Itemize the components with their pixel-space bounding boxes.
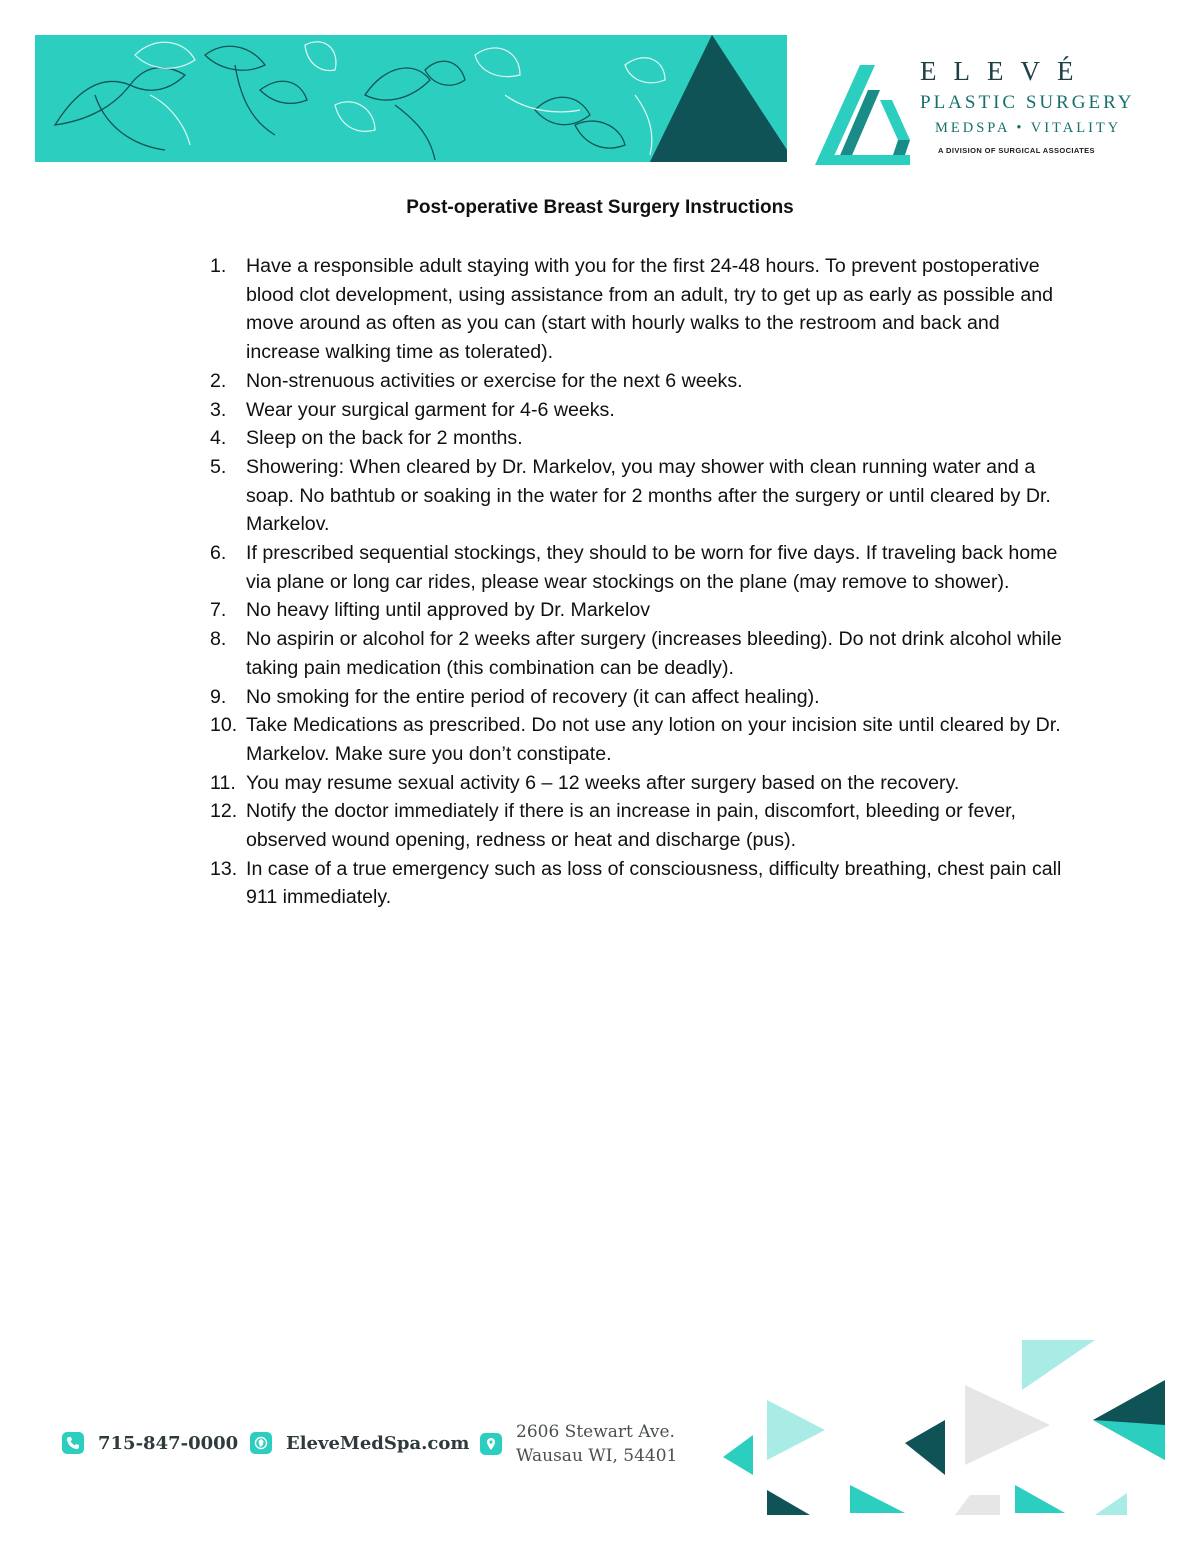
instruction-item bbox=[200, 625, 1070, 682]
instruction-number: 2. bbox=[210, 369, 227, 392]
instruction-text: Sleep on the back for 2 months. bbox=[246, 427, 523, 450]
document-title: Post-operative Breast Surgery Instructions bbox=[406, 197, 794, 218]
decorative-triangles bbox=[715, 1335, 1175, 1520]
instruction-number: 11. bbox=[210, 771, 236, 794]
instruction-text: Notify the doctor immediately if there is an increase in pain, discomfort, bleeding or fever, observed wound opening, redness or heat and discharge (pus). bbox=[246, 800, 1016, 852]
instruction-text: Take Medications as prescribed. Do not use any lotion on your incision site until cleared by Dr. Markelov. Make sure you don’t constipate. bbox=[246, 714, 1061, 765]
instruction-number: 1. bbox=[210, 255, 227, 277]
instruction-item bbox=[200, 855, 1070, 912]
instruction-number: 13. bbox=[210, 857, 238, 880]
instruction-text: Showering: When cleared by Dr. Markelov, you may shower with clean running water and a soap. No bathtub or soaking in the water for 2 months after the surgery or until cleared by Dr. Markelov. bbox=[246, 455, 1051, 536]
instruction-text: Wear your surgical garment for 4-6 weeks. bbox=[246, 398, 615, 421]
footer-website[interactable] bbox=[250, 1432, 469, 1454]
location-pin-icon bbox=[480, 1433, 502, 1455]
instruction-item bbox=[200, 453, 1070, 539]
website-url: EleveMedSpa.com bbox=[286, 1432, 470, 1454]
instruction-number: 9. bbox=[210, 685, 227, 708]
brand-line-medspa: MEDSPA • VITALITY bbox=[935, 120, 1122, 136]
instruction-item bbox=[200, 769, 1070, 798]
header-floral-banner bbox=[35, 35, 787, 162]
phone-icon bbox=[62, 1432, 84, 1454]
instruction-text: If prescribed sequential stockings, they should to be worn for five days. If traveling back home via plane or long car rides, please wear stockings on the plane (may remove to shower). bbox=[246, 542, 1058, 593]
instruction-item bbox=[200, 252, 1070, 367]
instruction-text: No smoking for the entire period of recovery (it can affect healing). bbox=[246, 685, 820, 708]
instruction-item bbox=[200, 683, 1070, 712]
brand-name: ELEVÉ bbox=[920, 56, 1091, 86]
phone-number: 715-847-0000 bbox=[98, 1432, 239, 1454]
instruction-item bbox=[200, 424, 1070, 453]
instruction-item bbox=[200, 711, 1070, 768]
address-line-2: Wausau WI, 54401 bbox=[516, 1446, 678, 1466]
instruction-number: 10. bbox=[210, 714, 238, 737]
logo-mark-icon bbox=[810, 60, 915, 170]
instruction-text: Have a responsible adult staying with you for the first 24-48 hours. To prevent postoperative blood clot development, using assistance from an adult, try to get up as early as possible and move around as often as you can (start with hourly walks to the restroom and back and increase walking time as tolerated). bbox=[246, 255, 1054, 364]
instruction-item bbox=[200, 596, 1070, 625]
instruction-number: 7. bbox=[210, 599, 227, 622]
brand-line-plastic-surgery: PLASTIC SURGERY bbox=[920, 92, 1135, 113]
instruction-number: 5. bbox=[210, 455, 227, 478]
instruction-text: You may resume sexual activity 6 – 12 weeks after surgery based on the recovery. bbox=[246, 771, 960, 794]
instruction-text: Non-strenuous activities or exercise for the next 6 weeks. bbox=[246, 369, 743, 392]
instruction-text: No aspirin or alcohol for 2 weeks after surgery (increases bleeding). Do not drink alcohol while taking pain medication (this combination can be deadly). bbox=[246, 628, 1062, 679]
instruction-item bbox=[200, 396, 1070, 425]
instruction-number: 8. bbox=[210, 628, 227, 651]
instruction-text: In case of a true emergency such as loss of consciousness, difficulty breathing, chest pain call 911 immediately. bbox=[246, 857, 1062, 909]
brand-division: A DIVISION OF SURGICAL ASSOCIATES bbox=[938, 146, 1095, 155]
instruction-number: 3. bbox=[210, 398, 227, 421]
footer-contact bbox=[62, 1418, 702, 1478]
instruction-item bbox=[200, 797, 1070, 854]
instruction-number: 4. bbox=[210, 427, 227, 450]
brand-logo bbox=[810, 55, 1150, 170]
instruction-number: 12. bbox=[210, 800, 238, 823]
globe-icon bbox=[250, 1432, 272, 1454]
instructions-list bbox=[200, 252, 1070, 912]
address-line-1: 2606 Stewart Ave. bbox=[516, 1422, 675, 1442]
footer-address bbox=[480, 1420, 677, 1468]
instruction-number: 6. bbox=[210, 542, 227, 565]
instruction-item bbox=[200, 367, 1070, 396]
footer-phone[interactable] bbox=[62, 1432, 238, 1454]
instruction-item bbox=[200, 539, 1070, 596]
instruction-text: No heavy lifting until approved by Dr. Markelov bbox=[246, 599, 651, 622]
